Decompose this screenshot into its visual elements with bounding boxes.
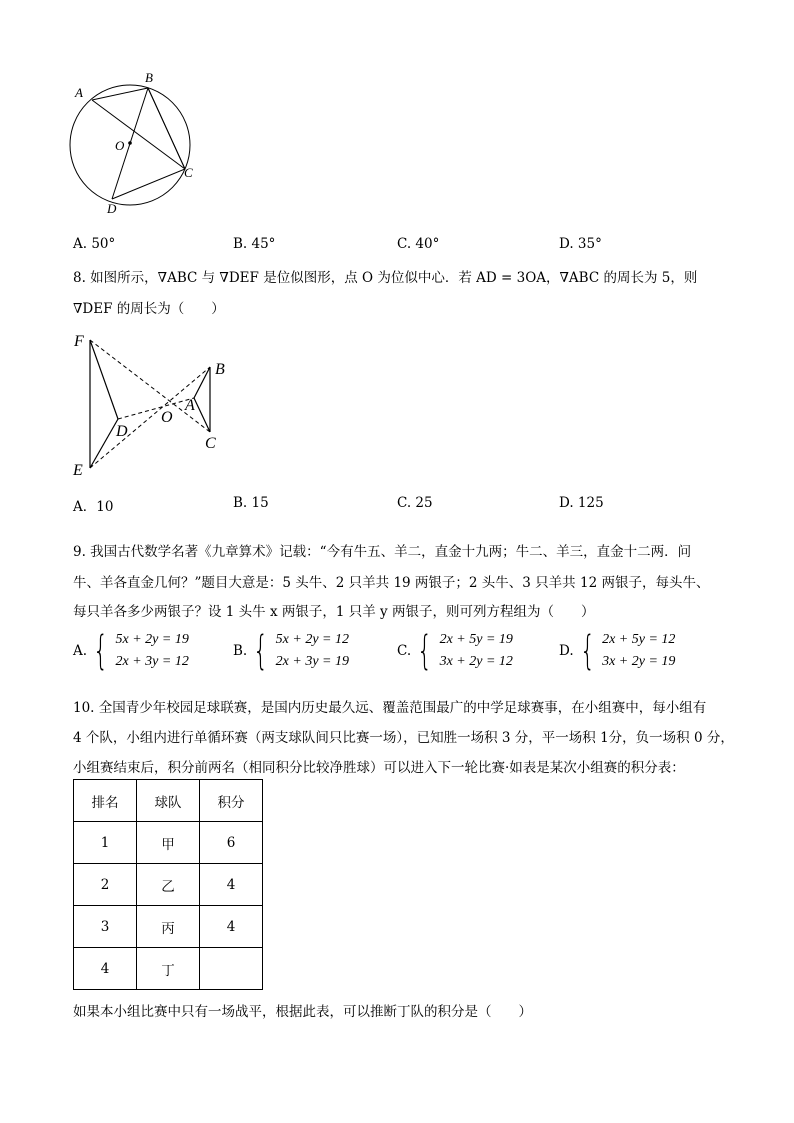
- table-row: [74, 948, 263, 990]
- q10-text-line3: 小组赛结束后，积分前两名（相同积分比较净胜球）可以进入下一轮比赛·如表是某次小组赛的积分表：: [73, 760, 685, 776]
- q10-question: 如果本小组比赛中只有一场战平，根据此表，可以推断丁队的积分是（ ）: [73, 1004, 532, 1020]
- q9-option-c-eq1: 2x + 5y = 19: [439, 632, 513, 647]
- label-o: O: [115, 138, 125, 153]
- q9-option-d[interactable]: [559, 629, 675, 673]
- circle-figure: [60, 68, 210, 218]
- label-e: E: [73, 462, 83, 478]
- q9-option-a-system: [116, 629, 189, 673]
- q8-text-line1: 8. 如图所示，∇ABC 与 ∇DEF 是位似图形，点 O 为位似中心．若 AD = 3OA，∇ABC 的周长为 5，则: [73, 270, 698, 286]
- center-point: [128, 141, 132, 145]
- q9-option-a[interactable]: [73, 629, 189, 673]
- table-header-cell: 排名: [74, 780, 137, 822]
- q9-option-b-eq2: 2x + 3y = 19: [275, 654, 349, 669]
- q9-option-c-eq2: 3x + 2y = 12: [439, 654, 513, 669]
- table-header-cell: 球队: [137, 780, 200, 822]
- q7-options: [73, 236, 733, 254]
- table-cell: 4: [200, 864, 263, 906]
- table-cell: 4: [74, 948, 137, 990]
- segment-fd: [90, 340, 118, 419]
- score-table: [73, 779, 263, 990]
- q9-option-d-eq1: 2x + 5y = 12: [602, 632, 676, 647]
- table-cell: [200, 948, 263, 990]
- q8-option-a[interactable]: A．10: [73, 499, 114, 515]
- q9-option-a-eq2: 2x + 3y = 12: [115, 654, 189, 669]
- q7-option-c[interactable]: C. 40°: [397, 236, 440, 252]
- q8-options: [73, 495, 733, 513]
- table-cell: 乙: [137, 864, 200, 906]
- label-b: B: [215, 361, 225, 378]
- q9-option-c-label: C.: [397, 643, 412, 659]
- table-row: [74, 906, 263, 948]
- q9-option-b[interactable]: [233, 629, 349, 673]
- q9-text-line1: 9. 我国古代数学名著《九章算术》记载：“今有牛五、羊二，直金十九两；牛二、羊三，直金十二两．问: [73, 544, 692, 560]
- label-a: A: [185, 397, 195, 414]
- table-row: [74, 822, 263, 864]
- q9-option-a-eq1: 5x + 2y = 19: [115, 632, 189, 647]
- segment-bc: [148, 88, 185, 169]
- label-c: C: [205, 435, 216, 452]
- table-header-row: [74, 780, 263, 822]
- segment-ac: [92, 100, 185, 169]
- table-cell: 4: [200, 906, 263, 948]
- q9-text-line2: 牛、羊各直金几何？”题目大意是：5 头牛、2 只羊共 19 两银子；2 头牛、3 只羊共 12 两银子，每头牛、: [73, 575, 710, 591]
- q10-text-line2: 4 个队，小组内进行单循环赛（两支球队间只比赛一场），已知胜一场积 3 分，平一场积 1分，负一场积 0 分，: [73, 730, 734, 746]
- table-cell: 3: [74, 906, 137, 948]
- label-c: C: [184, 165, 193, 180]
- q8-option-c[interactable]: C. 25: [397, 495, 433, 511]
- dashed-fc: [90, 340, 210, 432]
- q9-option-b-eq1: 5x + 2y = 12: [275, 632, 349, 647]
- q9-option-d-system: [602, 629, 675, 673]
- q8-option-b[interactable]: B. 15: [233, 495, 269, 511]
- table-cell: 丙: [137, 906, 200, 948]
- table-cell: 2: [74, 864, 137, 906]
- dashed-da: [118, 398, 194, 419]
- q9-option-a-label: A.: [73, 643, 88, 659]
- q7-option-b[interactable]: B. 45°: [233, 236, 276, 252]
- q9-option-d-eq2: 3x + 2y = 19: [602, 654, 676, 669]
- q9-option-c-system: [440, 629, 513, 673]
- q10-text-line1: 10. 全国青少年校园足球联赛，是国内历史最久远、覆盖范围最广的中学足球赛事，在小组赛中，每小组有: [73, 700, 707, 716]
- table-cell: 1: [74, 822, 137, 864]
- label-d: D: [107, 201, 117, 216]
- label-b: B: [145, 70, 153, 85]
- label-o: O: [161, 409, 173, 426]
- q8-option-d[interactable]: D. 125: [559, 495, 604, 511]
- brace-icon: {: [93, 628, 109, 674]
- brace-icon: {: [417, 628, 433, 674]
- brace-icon: {: [579, 628, 595, 674]
- homothety-figure: [68, 328, 238, 478]
- table-header-cell: 积分: [200, 780, 263, 822]
- label-d: D: [116, 423, 128, 440]
- q9-option-b-label: B.: [233, 643, 248, 659]
- segment-ba: [194, 367, 210, 398]
- q8-text-line2: ∇DEF 的周长为（ ）: [73, 301, 225, 317]
- quadrilateral: [92, 88, 185, 199]
- table-cell: 甲: [137, 822, 200, 864]
- q9-option-b-system: [276, 629, 349, 673]
- q7-option-a[interactable]: A. 50°: [73, 236, 116, 252]
- q7-option-d[interactable]: D. 35°: [559, 236, 602, 252]
- label-f: F: [74, 333, 84, 350]
- table-row: [74, 864, 263, 906]
- q9-option-c[interactable]: [397, 629, 513, 673]
- table-cell: 6: [200, 822, 263, 864]
- dashed-eb: [90, 367, 210, 468]
- label-a: A: [75, 85, 83, 100]
- q9-option-d-label: D.: [559, 643, 574, 659]
- brace-icon: {: [253, 628, 269, 674]
- segment-ed: [90, 419, 118, 468]
- q9-text-line3: 每只羊各多少两银子？设 1 头牛 x 两银子，1 只羊 y 两银子，则可列方程组为（ ）: [73, 604, 595, 620]
- table-cell: 丁: [137, 948, 200, 990]
- segment-ac: [194, 398, 210, 432]
